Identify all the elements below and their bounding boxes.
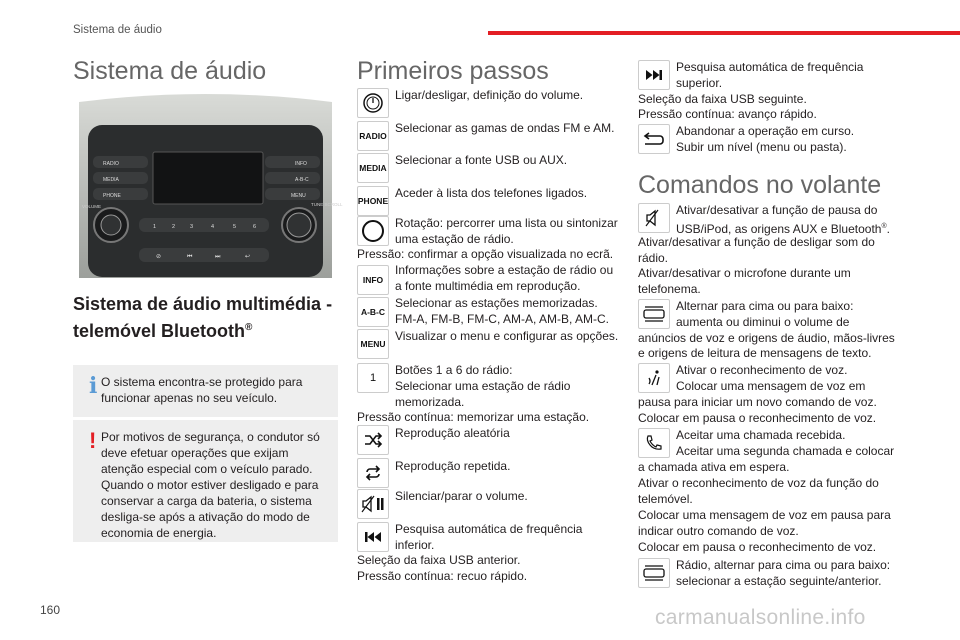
page-number: 160 bbox=[40, 603, 61, 617]
voice-line1: Ativar o reconhecimento de voz. bbox=[676, 363, 848, 377]
menu-btn-label: MENU bbox=[291, 193, 306, 199]
svg-text:↩: ↩ bbox=[245, 253, 251, 260]
item-knob-extra: Pressão: confirmar a opção visualizada no ecrã. bbox=[357, 247, 614, 261]
info-btn-label: INFO bbox=[295, 161, 307, 167]
section-title: Sistema de áudio bbox=[73, 57, 267, 85]
svg-text:3: 3 bbox=[190, 224, 194, 230]
primeiros-passos-title: Primeiros passos bbox=[357, 57, 549, 85]
warning-icon: ! bbox=[89, 428, 97, 453]
radio-updown-icon bbox=[638, 558, 670, 588]
item-power-text: Ligar/desligar, definição do volume. bbox=[395, 88, 584, 102]
abc-label-icon: A-B-C bbox=[357, 297, 389, 327]
svg-text:4: 4 bbox=[211, 224, 215, 230]
seek-forward-extra2: Pressão contínua: avanço rápido. bbox=[638, 107, 817, 121]
svg-text:TUNE SCROLL: TUNE SCROLL bbox=[311, 202, 343, 207]
phone-btn-label: PHONE bbox=[103, 193, 121, 199]
power-icon bbox=[357, 88, 389, 118]
item-phone-text: Aceder à lista dos telefones ligados. bbox=[395, 186, 588, 200]
repeat-icon bbox=[357, 458, 389, 488]
call-rest2: Ativar o reconhecimento de voz da função do telemóvel. bbox=[638, 476, 879, 506]
seek-forward-extra: Seleção da faixa USB seguinte. bbox=[638, 92, 807, 106]
comandos-volante-title: Comandos no volante bbox=[638, 171, 882, 199]
steering-mute-rest2: Ativar/desativar o microfone durante um telefonema. bbox=[638, 266, 851, 296]
call-rest3: Colocar uma mensagem de voz em pausa para indicar outro comando de voz. bbox=[638, 508, 891, 538]
radio-btn-label: RADIO bbox=[103, 161, 119, 167]
item-info-text: Informações sobre a estação de rádio ou a fonte multimédia em reprodução. bbox=[395, 263, 614, 293]
phone-label-icon: PHONE bbox=[357, 186, 389, 216]
item-preset-extra: Selecionar uma estação de rádio memorizada. bbox=[395, 379, 571, 409]
radio-label-icon: RADIO bbox=[357, 121, 389, 151]
steering-mute-line2: USB/iPod, as origens AUX e Bluetooth®. bbox=[676, 222, 890, 236]
call-line1: Aceitar uma chamada recebida. bbox=[676, 428, 846, 442]
knob-icon bbox=[357, 216, 389, 246]
svg-text:1: 1 bbox=[153, 224, 157, 230]
call-rest: Aceitar uma segunda chamada e colocar a chamada ativa em espera. bbox=[638, 444, 895, 474]
media-label-icon: MEDIA bbox=[357, 153, 389, 183]
radio-updown-line1: Rádio, alternar para cima ou para baixo: bbox=[676, 558, 891, 572]
svg-text:5: 5 bbox=[233, 224, 237, 230]
abc-btn-label: A-B-C bbox=[295, 177, 309, 183]
menu-label-icon: MENU bbox=[357, 329, 389, 359]
steering-mute-line1: Ativar/desativar a função de pausa do bbox=[676, 203, 878, 217]
svg-text:⏭: ⏭ bbox=[215, 253, 221, 260]
info-icon: i bbox=[89, 373, 98, 399]
updown-line1: Alternar para cima ou para baixo: bbox=[676, 299, 854, 313]
radio-updown-line2: selecionar a estação seguinte/anterior. bbox=[676, 574, 882, 588]
info-label-icon: INFO bbox=[357, 265, 389, 295]
item-radio-text: Selecionar as gamas de ondas FM e AM. bbox=[395, 121, 615, 135]
back-icon bbox=[638, 124, 670, 154]
radio-unit-illustration bbox=[73, 90, 343, 280]
item-mute-text: Silenciar/parar o volume. bbox=[395, 489, 528, 503]
watermark: carmanualsonline.info bbox=[655, 606, 866, 629]
info-note bbox=[73, 365, 338, 417]
preset-1-icon: 1 bbox=[357, 363, 389, 393]
back-extra: Subir um nível (menu ou pasta). bbox=[676, 140, 847, 154]
item-seekback-extra2: Pressão contínua: recuo rápido. bbox=[357, 569, 528, 583]
shuffle-icon bbox=[357, 425, 389, 455]
back-text: Abandonar a operação em curso. bbox=[676, 124, 855, 138]
item-repeat-text: Reprodução repetida. bbox=[395, 459, 511, 473]
svg-text:2: 2 bbox=[172, 224, 176, 230]
mute-pause-icon bbox=[357, 489, 389, 519]
svg-text:⊘: ⊘ bbox=[156, 253, 162, 260]
header-accent-bar bbox=[488, 31, 960, 35]
item-preset-extra2: Pressão contínua: memorizar uma estação. bbox=[357, 410, 590, 424]
svg-text:VOLUME: VOLUME bbox=[82, 204, 102, 209]
seek-forward-icon bbox=[638, 60, 670, 90]
media-btn-label: MEDIA bbox=[103, 177, 119, 183]
seek-forward-text: Pesquisa automática de frequência superior. bbox=[676, 60, 864, 90]
voice-rest: Colocar uma mensagem de voz em pausa para iniciar um novo comando de voz. bbox=[638, 379, 877, 409]
warning-note-text: Por motivos de segurança, o condutor só deve efetuar operações que exijam atenção especial com o veículo parado. Quando o motor estiver desligado e para conservar a carga da bateria, o sistema desliga-se após a ativação do modo de economia de energia. bbox=[101, 430, 320, 540]
item-shuffle-text: Reprodução aleatória bbox=[395, 426, 510, 440]
info-note-text: O sistema encontra-se protegido para funcionar apenas no seu veículo. bbox=[101, 375, 303, 405]
seek-back-icon bbox=[357, 522, 389, 552]
subsection-title: Sistema de áudio multimédia - telemóvel Bluetooth® bbox=[73, 294, 333, 341]
item-seekback-extra: Seleção da faixa USB anterior. bbox=[357, 553, 521, 567]
call-rest4: Colocar em pausa o reconhecimento de voz. bbox=[638, 540, 877, 554]
running-header: Sistema de áudio bbox=[73, 24, 162, 36]
item-preset-text: Botões 1 a 6 do rádio: bbox=[395, 363, 513, 377]
item-abc-text: Selecionar as estações memorizadas. bbox=[395, 296, 598, 310]
steering-mute-icon bbox=[638, 203, 670, 233]
item-abc-extra: FM-A, FM-B, FM-C, AM-A, AM-B, AM-C. bbox=[395, 312, 609, 326]
steering-mute-rest: Ativar/desativar a função de desligar som do rádio. bbox=[638, 235, 875, 265]
warning-note bbox=[73, 420, 338, 542]
svg-text:⏮: ⏮ bbox=[187, 253, 193, 260]
item-menu-text: Visualizar o menu e configurar as opções. bbox=[395, 329, 619, 343]
item-knob-text: Rotação: percorrer uma lista ou sintonizar uma estação de rádio. bbox=[395, 216, 618, 246]
voice-rest2: Colocar em pausa o reconhecimento de voz. bbox=[638, 411, 877, 425]
svg-text:6: 6 bbox=[253, 224, 257, 230]
updown-rest: aumenta ou diminui o volume de anúncios de voz e origens de áudio, mãos-livres e origens de leitura de mensagens de texto. bbox=[638, 315, 895, 360]
item-seekback-text: Pesquisa automática de frequência inferior. bbox=[395, 522, 583, 552]
item-media-text: Selecionar a fonte USB ou AUX. bbox=[395, 153, 568, 167]
